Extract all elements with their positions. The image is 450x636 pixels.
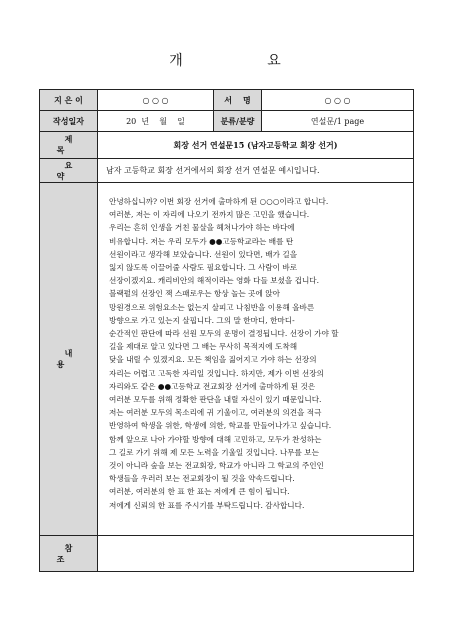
summary-value: 남자 고등학교 회장 선거에서의 회장 선거 연설문 예시입니다. [98, 159, 414, 183]
content-line: 닻을 내릴 수 있겠지요. 모든 책임을 짊어지고 가야 하는 선장의 [109, 355, 317, 365]
signature-label: 서 명 [214, 90, 262, 111]
subject-label: 제 목 [40, 132, 98, 159]
content-line: 우리는 흔히 인생을 거친 물살을 헤쳐나가야 하는 바다에 [109, 223, 295, 233]
reference-value [98, 536, 414, 572]
content-line: 선원이라고 생각해 보았습니다. 선원이 있다면, 배가 길을 [109, 249, 298, 259]
content-line: 안녕하십니까? 이번 회장 선거에 출마하게 된 ○○○이라고 합니다. [109, 197, 329, 206]
content-line: 저에게 신뢰의 한 표를 주시기를 부탁드립니다. 감사합니다. [109, 500, 305, 510]
summary-label: 요 약 [40, 159, 98, 183]
content-line: 여러분, 저는 이 자리에 나오기 전까지 많은 고민을 했습니다. [109, 210, 310, 220]
content-line: 것이 아니라 숲을 보는 전교회장, 학교가 아니라 그 학교의 주인인 [109, 461, 324, 471]
content-line: 자리와도 같은 ●●고등학교 전교회장 선거에 출마하게 된 것은 [109, 381, 316, 391]
info-form-table [39, 89, 414, 572]
category-label: 분류/분량 [214, 111, 262, 132]
content-line: 잃지 않도록 이끌어줄 사람도 필요합니다. 그 사람이 바로 [109, 263, 298, 273]
content-line: 그 길로 가기 위해 제 모든 노력을 기울일 것입니다. 나무를 보는 [109, 447, 319, 457]
content-body [98, 183, 414, 536]
content-line: 학생들을 우러러 보는 전교회장이 될 것을 약속드립니다. [109, 474, 295, 484]
content-line: 함께 앞으로 나아 가야할 방향에 대해 고민하고, 모두가 찬성하는 [109, 434, 322, 444]
content-line: 블랙펄의 선장인 잭 스패로우는 항상 놀는 곳에 앉아 [109, 289, 280, 299]
date-value: 20 년 월 일 [98, 111, 214, 132]
subject-value: 회장 선거 연설문15 (남자고등학교 회장 선거) [98, 132, 414, 159]
content-line: 방향으로 가고 있는지 살핍니다. 그의 말 한마디, 한마디- [109, 315, 295, 325]
content-line: 자리는 어렵고 고독한 자리일 것입니다. 하지만, 제가 이번 선장의 [109, 368, 324, 378]
author-label: 지 은 이 [40, 90, 98, 111]
content-line: 저는 여러분 모두의 목소리에 귀 기울이고, 여러분의 의견을 적극 [109, 408, 322, 418]
signature-value: ○ ○ ○ [262, 90, 414, 111]
category-value: 연설문/1 page [262, 111, 414, 132]
content-line: 길을 제대로 알고 있다면 그 배는 무사히 목적지에 도착해 [109, 342, 298, 352]
author-value: ○ ○ ○ [98, 90, 214, 111]
content-line: 반영하여 학생을 위한, 학생에 의한, 학교를 만들어나가고 싶습니다. [109, 421, 332, 431]
content-line: 여러분, 여러분의 한 표 한 표는 저에게 큰 힘이 됩니다. [109, 487, 290, 497]
content-line: 순간적인 판단에 따라 선원 모두의 운명이 결정됩니다. 선장이 가야 할 [109, 329, 339, 339]
document-title: 개 요 [169, 53, 321, 69]
date-label: 작성일자 [40, 111, 98, 132]
reference-label: 참 조 [40, 536, 98, 572]
content-label: 내 용 [40, 183, 98, 536]
content-line: 선장이겠지요. 캐리비안의 해적이라는 영화 다들 보셨을 겁니다. [109, 276, 320, 286]
content-line: 여러분 모두를 위해 정확한 판단을 내릴 자신이 있기 때문입니다. [109, 395, 322, 405]
content-lines [109, 195, 405, 512]
content-line: 비유합니다. 저는 우리 모두가 ●●고등학교라는 배를 탄 [109, 236, 294, 246]
content-line: 망원경으로 위험요소는 없는지 살피고 나침반을 이용해 올바른 [109, 302, 315, 312]
